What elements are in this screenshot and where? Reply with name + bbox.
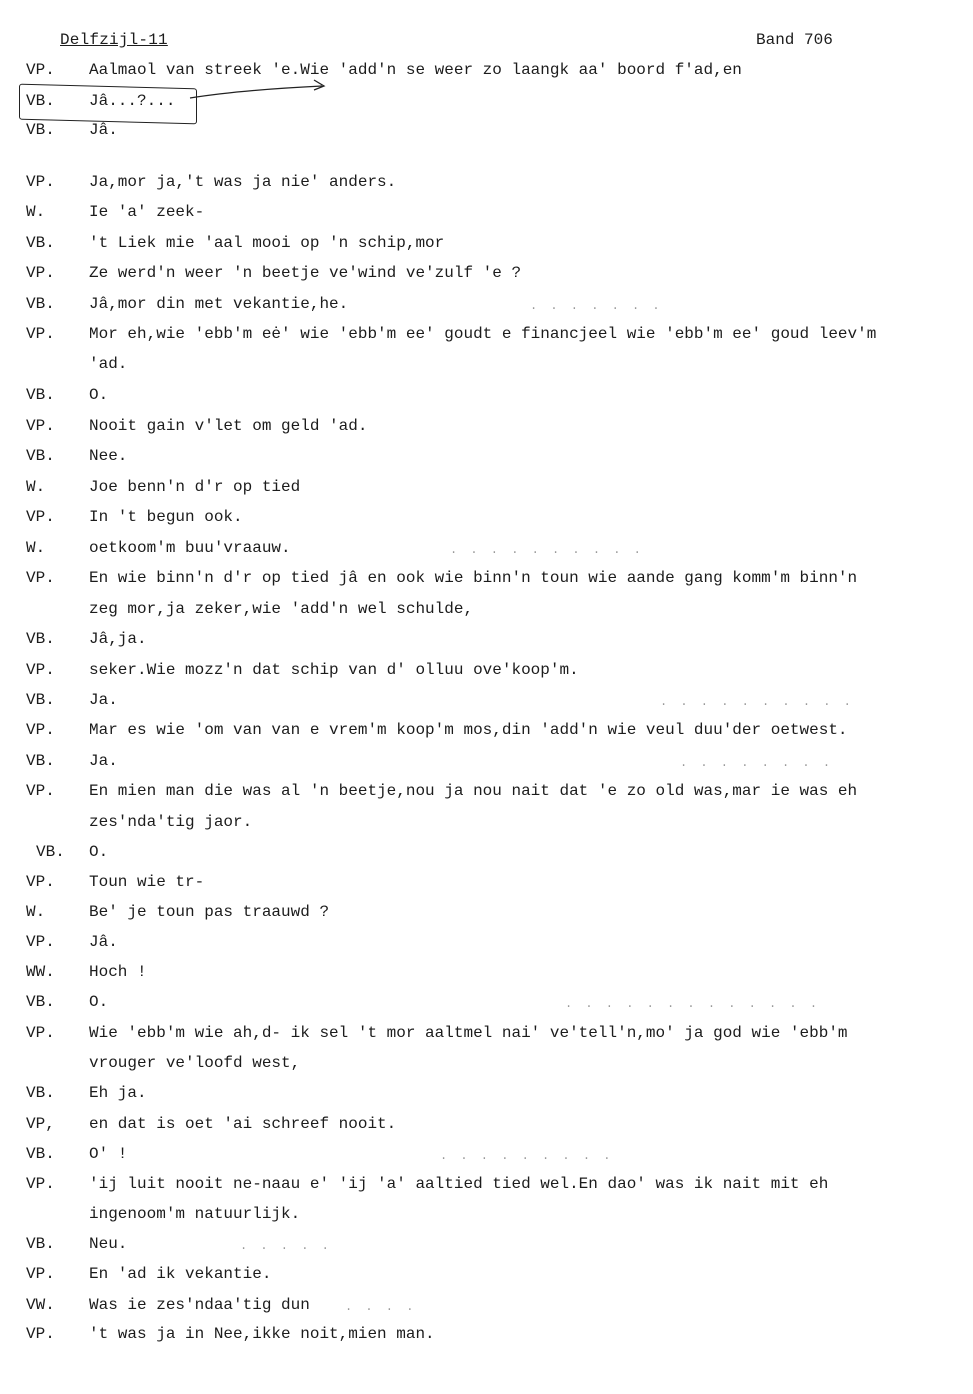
transcript-line: [0, 295, 973, 317]
transcript-line: [0, 993, 973, 1015]
transcript-line: [0, 1145, 973, 1167]
utterance-text: 't was ja in Nee,ikke noit,mien man.: [89, 1325, 435, 1343]
document-title: Delfzijl-11: [60, 31, 168, 49]
transcript-line: [0, 478, 973, 500]
transcript-line: [0, 417, 973, 439]
transcript-line: [0, 813, 973, 835]
speaker-label: W.: [26, 539, 46, 557]
speaker-label: VB.: [26, 1084, 55, 1102]
utterance-text: Nee.: [89, 447, 128, 465]
speaker-label: VP.: [26, 1265, 55, 1283]
transcript-line: [0, 843, 973, 865]
speaker-label: VP.: [26, 933, 55, 951]
utterance-text: Jâ...?...: [89, 92, 176, 110]
utterance-text: Eh ja.: [89, 1084, 147, 1102]
utterance-text: Toun wie tr-: [89, 873, 205, 891]
utterance-text: Ie 'a' zeek-: [89, 203, 205, 221]
utterance-text: vrouger ve'loofd west,: [89, 1054, 301, 1072]
utterance-text: ingenoom'm natuurlijk.: [89, 1205, 301, 1223]
utterance-text: Jâ.: [89, 933, 118, 951]
speaker-label: VP.: [26, 661, 55, 679]
transcript-line: [0, 1175, 973, 1197]
speaker-label: VB.: [26, 993, 55, 1011]
transcript-line: [0, 600, 973, 622]
speaker-label: VP.: [26, 721, 55, 739]
speaker-label: VW.: [26, 1296, 55, 1314]
utterance-text: 'ij luit nooit ne-naau e' 'ij 'a' aaltied tied wel.En dao' was ik nait mit eh: [89, 1175, 829, 1193]
speaker-label: VB.: [26, 691, 55, 709]
utterance-text: Nooit gain v'let om geld 'ad.: [89, 417, 368, 435]
utterance-text: en dat is oet 'ai schreef nooit.: [89, 1115, 397, 1133]
speaker-label: W.: [26, 903, 46, 921]
transcript-line: [0, 1084, 973, 1106]
speaker-label: WW.: [26, 963, 55, 981]
transcript-line: [0, 61, 973, 83]
speaker-label: VP.: [26, 1325, 55, 1343]
speaker-label: VP,: [26, 1115, 55, 1133]
transcript-line: [0, 355, 973, 377]
utterance-text: Jâ,ja.: [89, 630, 147, 648]
transcript-line: [0, 963, 973, 985]
speaker-label: VB.: [26, 752, 55, 770]
utterance-text: Ja.: [89, 691, 118, 709]
transcript-line: [0, 92, 973, 114]
speaker-label: VP.: [26, 61, 55, 79]
transcript-line: [0, 234, 973, 256]
speaker-label: VB.: [26, 121, 55, 139]
utterance-text: O.: [89, 386, 109, 404]
speaker-label: VP.: [26, 873, 55, 891]
utterance-text: En wie binn'n d'r op tied jâ en ook wie binn'n toun wie aande gang komm'm binn'n: [89, 569, 858, 587]
pencil-dots: . . . . . . .: [530, 299, 663, 313]
transcript-line: [0, 1024, 973, 1046]
transcript-line: [0, 1115, 973, 1137]
speaker-label: VP.: [26, 1024, 55, 1042]
utterance-text: Jâ.: [89, 121, 118, 139]
transcript-line: [0, 1235, 973, 1257]
speaker-label: VB.: [26, 1145, 55, 1163]
utterance-text: O.: [89, 843, 109, 861]
transcript-line: [0, 691, 973, 713]
transcript-line: [0, 1296, 973, 1318]
utterance-text: zes'nda'tig jaor.: [89, 813, 253, 831]
utterance-text: 'ad.: [89, 355, 128, 373]
transcript-line: [0, 508, 973, 530]
transcript-line: [0, 264, 973, 286]
speaker-label: VB.: [26, 447, 55, 465]
transcript-line: [0, 782, 973, 804]
speaker-label: VP.: [26, 417, 55, 435]
speaker-label: VP.: [26, 569, 55, 587]
speaker-label: VP.: [26, 508, 55, 526]
utterance-text: Aalmaol van streek 'e.Wie 'add'n se weer zo laangk aa' boord f'ad,en: [89, 61, 742, 79]
utterance-text: Mor eh,wie 'ebb'm eė' wie 'ebb'm ee' goudt e financjeel wie 'ebb'm ee' goud leev'm: [89, 325, 877, 343]
transcript-line: [0, 873, 973, 895]
utterance-text: Ja.: [89, 752, 118, 770]
speaker-label: VP.: [26, 1175, 55, 1193]
pencil-dots: . . . . . . . . . .: [450, 543, 644, 557]
transcript-line: [0, 721, 973, 743]
utterance-text: Be' je toun pas traauwd ?: [89, 903, 330, 921]
utterance-text: O.: [89, 993, 109, 1011]
transcript-line: [0, 1205, 973, 1227]
pencil-dots: . . . . . . . . . .: [660, 695, 854, 709]
transcript-line: [0, 386, 973, 408]
speaker-label: VP.: [26, 173, 55, 191]
transcript-line: [0, 121, 973, 143]
transcript-line: [0, 630, 973, 652]
utterance-text: En mien man die was al 'n beetje,nou ja nou nait dat 'e zo old was,mar ie was eh: [89, 782, 858, 800]
utterance-text: Ze werd'n weer 'n beetje ve'wind ve'zulf 'e ?: [89, 264, 522, 282]
utterance-text: oetkoom'm buu'vraauw.: [89, 539, 291, 557]
utterance-text: seker.Wie mozz'n dat schip van d' olluu ove'koop'm.: [89, 661, 579, 679]
utterance-text: In 't begun ook.: [89, 508, 243, 526]
speaker-label: VB.: [36, 843, 65, 861]
transcript-line: [0, 1265, 973, 1287]
transcript-line: [0, 173, 973, 195]
transcript-line: [0, 933, 973, 955]
utterance-text: 't Liek mie 'aal mooi op 'n schip,mor: [89, 234, 445, 252]
speaker-label: VP.: [26, 782, 55, 800]
transcript-line: [0, 569, 973, 591]
speaker-label: W.: [26, 478, 46, 496]
transcript-line: [0, 325, 973, 347]
utterance-text: En 'ad ik vekantie.: [89, 1265, 272, 1283]
speaker-label: VB.: [26, 295, 55, 313]
pencil-dots: . . . . .: [240, 1239, 332, 1253]
speaker-label: VB.: [26, 630, 55, 648]
utterance-text: Joe benn'n d'r op tied: [89, 478, 301, 496]
utterance-text: Mar es wie 'om van van e vrem'm koop'm mos,din 'add'n wie veul duu'der oetwest.: [89, 721, 848, 739]
speaker-label: VP.: [26, 264, 55, 282]
tape-number: Band 706: [756, 31, 833, 49]
utterance-text: Ja,mor ja,'t was ja nie' anders.: [89, 173, 397, 191]
transcript-line: [0, 752, 973, 774]
speaker-label: VB.: [26, 386, 55, 404]
pencil-dots: . . . .: [345, 1300, 417, 1314]
transcript-line: [0, 539, 973, 561]
transcript-line: [0, 661, 973, 683]
transcript-line: [0, 1054, 973, 1076]
speaker-label: VP.: [26, 325, 55, 343]
utterance-text: Was ie zes'ndaa'tig dun: [89, 1296, 310, 1314]
utterance-text: Jâ,mor din met vekantie,he.: [89, 295, 349, 313]
utterance-text: zeg mor,ja zeker,wie 'add'n wel schulde,: [89, 600, 474, 618]
utterance-text: Neu.: [89, 1235, 128, 1253]
pencil-dots: . . . . . . . . . . . . .: [565, 997, 821, 1011]
utterance-text: Wie 'ebb'm wie ah,d- ik sel 't mor aaltmel nai' ve'tell'n,mo' ja god wie 'ebb'm: [89, 1024, 848, 1042]
utterance-text: Hoch !: [89, 963, 147, 981]
speaker-label: VB.: [26, 234, 55, 252]
utterance-text: O' !: [89, 1145, 128, 1163]
pencil-dots: . . . . . . . .: [680, 756, 834, 770]
pencil-dots: . . . . . . . . .: [440, 1149, 614, 1163]
speaker-label: W.: [26, 203, 46, 221]
transcript-line: [0, 203, 973, 225]
speaker-label: VB.: [26, 92, 55, 110]
transcript-line: [0, 903, 973, 925]
transcript-line: [0, 1325, 973, 1347]
speaker-label: VB.: [26, 1235, 55, 1253]
transcript-line: [0, 447, 973, 469]
